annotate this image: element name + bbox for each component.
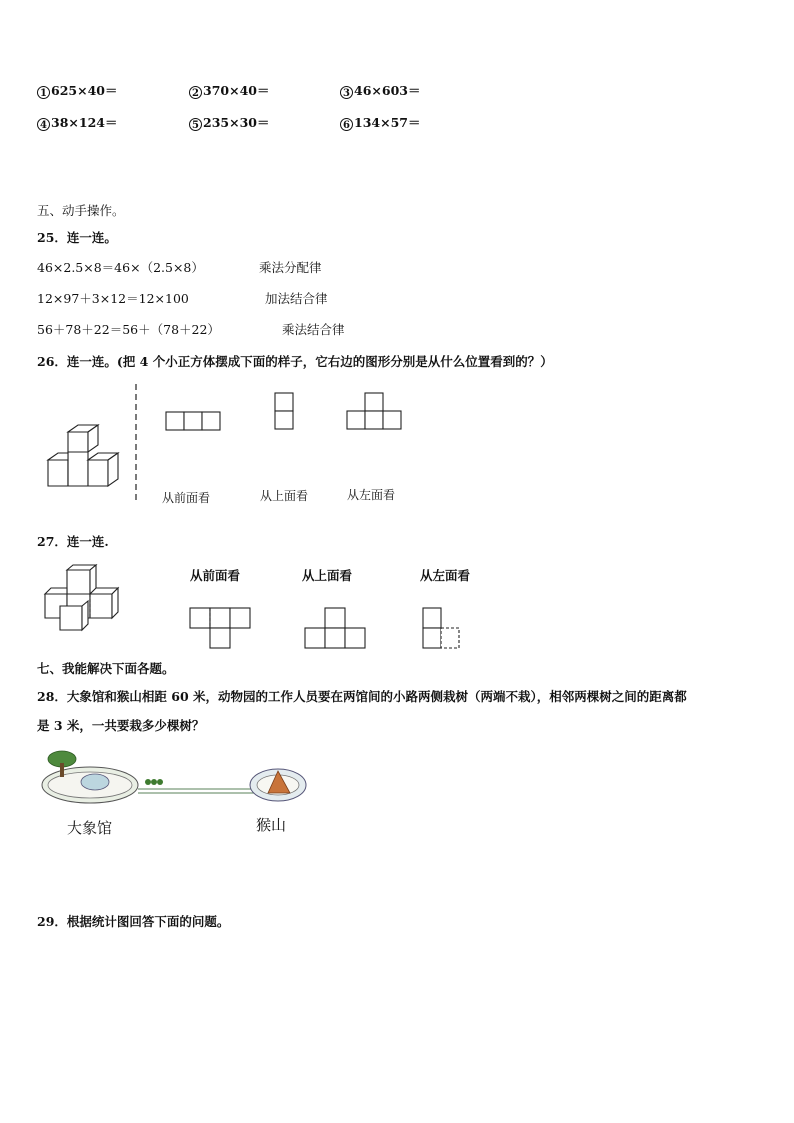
q29-title: 29．根据统计图回答下面的问题。 [37, 914, 230, 929]
q25-right-3: 乘法结合律 [282, 322, 345, 337]
calc-item-5: 5 235×30＝ [189, 115, 269, 131]
section-5-heading: 五、动手操作。 [37, 203, 125, 218]
q25-left-3: 56＋78＋22＝56＋（78＋22） [37, 322, 220, 337]
calc-item-2: 2 370×40＝ [189, 83, 269, 99]
calc-item-1: 1 625×40＝ [37, 83, 117, 99]
q27-top-view-shape [305, 608, 365, 648]
q26-caption-top: 从上面看 [260, 489, 309, 503]
q27-figure [40, 560, 480, 660]
elephant-house-icon [42, 751, 138, 803]
section-7-heading: 七、我能解决下面各题。 [37, 661, 175, 676]
q25-left-2: 12×97＋3×12＝12×100 [37, 291, 189, 306]
q26-front-view-shape [166, 412, 220, 430]
q27-title: 27．连一连. [37, 534, 109, 549]
q26-left-view-shape [347, 393, 401, 429]
q27-left-view-shape [423, 608, 459, 648]
q26-cube-stack [48, 425, 118, 486]
q26-top-view-shape [275, 393, 293, 429]
q26-caption-left: 从左面看 [347, 488, 396, 502]
monkey-mountain-label: 猴山 [256, 816, 287, 834]
monkey-mountain-icon [250, 769, 306, 801]
tree-icon [145, 779, 163, 785]
q26-title: 26．连一连。(把 4 个小正方体摆成下面的样子，它右边的图形分别是从什么位置看到的？） [37, 354, 553, 369]
elephant-house-label: 大象馆 [67, 819, 113, 837]
q27-caption-left: 从左面看 [420, 568, 471, 583]
q27-caption-top: 从上面看 [302, 568, 353, 583]
calc-item-6: 6 134×57＝ [340, 115, 420, 131]
calc-item-4: 4 38×124＝ [37, 115, 117, 131]
zoo-map-illustration [40, 745, 310, 815]
q25-right-2: 加法结合律 [265, 291, 328, 306]
q27-caption-front: 从前面看 [190, 568, 241, 583]
q25-title: 25．连一连。 [37, 230, 117, 245]
q26-caption-front: 从前面看 [162, 491, 211, 505]
q28-text-line-2: 是 3 米，一共要栽多少棵树？ [37, 718, 205, 733]
calc-item-3: 3 46×603＝ [340, 83, 420, 99]
q27-front-view-shape [190, 608, 250, 648]
q25-right-1: 乘法分配律 [259, 260, 322, 275]
q28-text-line-1: 28．大象馆和猴山相距 60 米，动物园的工作人员要在两馆间的小路两侧栽树（两端不栽），相邻两棵树之间的距离都 [37, 689, 687, 704]
q25-left-1: 46×2.5×8＝46×（2.5×8） [37, 260, 204, 275]
q27-cube-stack [45, 565, 118, 630]
